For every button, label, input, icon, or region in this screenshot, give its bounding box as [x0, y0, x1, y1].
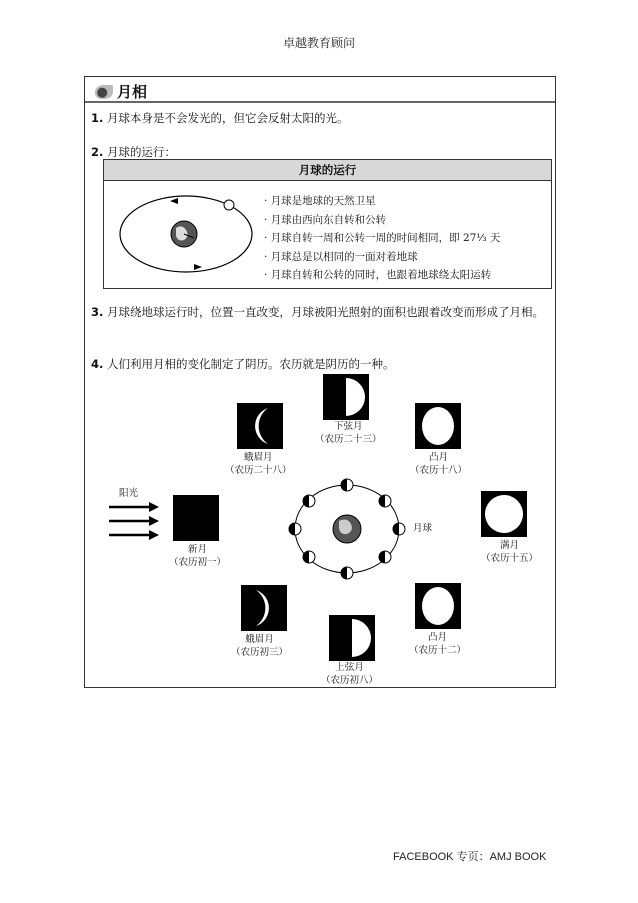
fact-list	[264, 192, 500, 285]
item-2: 2. 月球的运行：	[91, 145, 177, 159]
moon-phase-new-moon	[173, 495, 219, 541]
fact-item: · 月球自转一周和公转一周的时间相同，即 27⅓ 天	[264, 229, 500, 248]
moon-motion-box	[103, 159, 552, 289]
fact-item: · 月球总是以相同的一面对着地球	[264, 248, 500, 267]
earth-orbit-diagram	[285, 475, 415, 585]
fact-item: · 月球是地球的天然卫星	[264, 192, 500, 211]
phase-label: 凸月 （农历十二）	[409, 632, 467, 656]
content-frame	[84, 76, 556, 688]
moon-icon	[95, 85, 113, 99]
title-rule	[85, 101, 555, 103]
moon-phase-full-moon	[481, 491, 527, 537]
item-1: 1. 月球本身是不会发光的，但它会反射太阳的光。	[91, 111, 349, 125]
moon-phase-waning-gibbous	[415, 403, 461, 449]
sunlight-label: 阳光	[119, 488, 139, 499]
sunlight-arrows-icon	[109, 501, 161, 541]
phase-label: 凸月 （农历十八）	[410, 452, 468, 476]
item-3: 3. 月球绕地球运行时，位置一直改变，月球被阳光照射的面积也跟着改变而形成了月相。	[91, 305, 545, 319]
moon-phase-waxing-gibbous	[415, 583, 461, 629]
phase-label: 蛾眉月 （农历二十八）	[225, 452, 292, 476]
phase-label: 满月 （农历十五）	[481, 540, 539, 564]
fact-item: · 月球由西向东自转和公转	[264, 211, 500, 230]
fact-item: · 月球自转和公转的同时，也跟着地球绕太阳运转	[264, 266, 500, 285]
phase-label: 下弦月 （农历二十三）	[315, 421, 382, 445]
item-4: 4. 人们利用月相的变化制定了阴历。农历就是阴历的一种。	[91, 357, 395, 371]
phase-label: 蛾眉月 （农历初三）	[231, 634, 289, 658]
moon-phase-waning-crescent	[237, 403, 283, 449]
section-title: 月相	[95, 81, 147, 102]
box-title: 月球的运行	[104, 160, 551, 181]
moon-phase-first-quarter	[329, 615, 375, 661]
moon-phase-third-quarter	[323, 374, 369, 420]
orbit-diagram	[118, 188, 258, 280]
page-footer: FACEBOOK 专页：AMJ BOOK	[393, 851, 547, 863]
moon-label: 月球	[413, 523, 433, 534]
phase-label: 上弦月 （农历初八）	[321, 662, 379, 686]
page-header: 卓越教育顾问	[282, 36, 355, 50]
phase-label: 新月 （农历初一）	[169, 544, 227, 568]
moon-phase-waxing-crescent	[241, 585, 287, 631]
